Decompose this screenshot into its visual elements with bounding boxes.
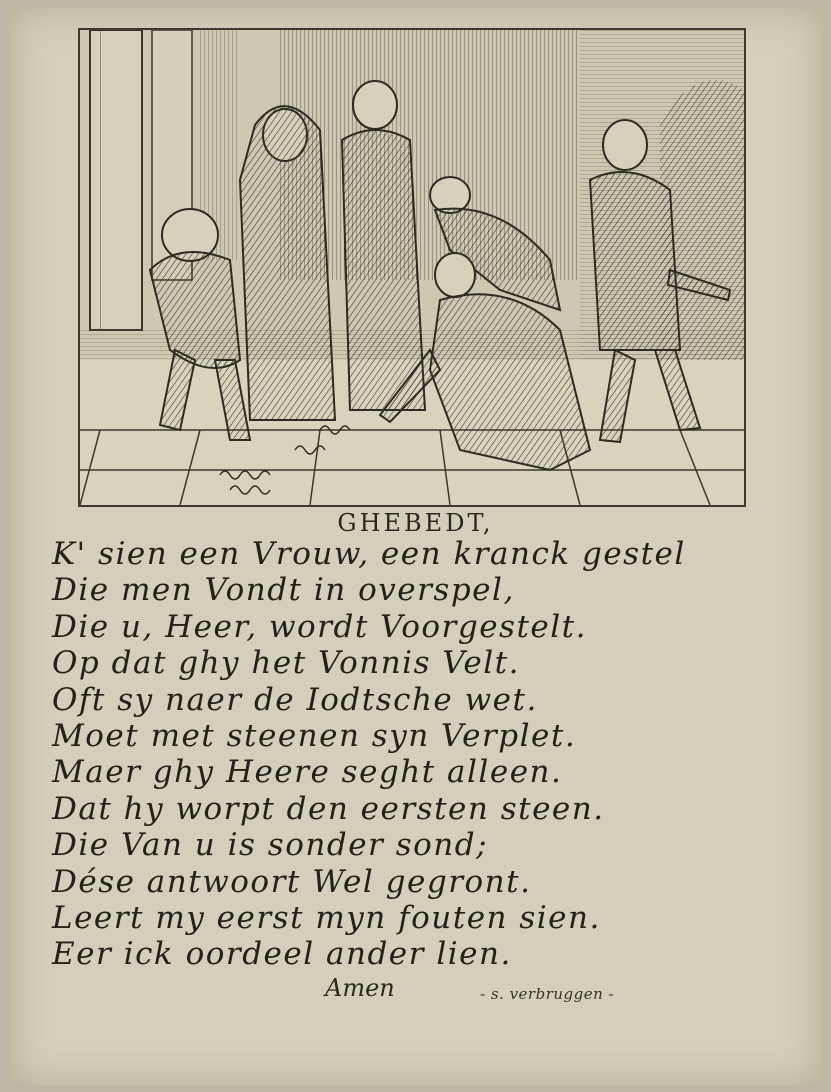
poem-line: Leert my eerst myn fouten sien. bbox=[52, 900, 601, 937]
poem-line: Maer ghy Heere seght alleen. bbox=[52, 754, 563, 791]
poem-line: Dat hy worpt den eersten steen. bbox=[52, 790, 605, 827]
poem-line: Eer ick oordeel ander lien. bbox=[52, 936, 512, 973]
poem-body bbox=[52, 536, 782, 973]
poem-line: K' sien een Vrouw, een kranck gestel bbox=[52, 536, 686, 572]
poem-line: Moet met steenen syn Verplet. bbox=[52, 718, 577, 755]
poem-title: GHEBEDT, bbox=[337, 509, 494, 537]
engraving-illustration bbox=[78, 28, 746, 507]
poem-line: Dése antwoort Wel gegront. bbox=[52, 863, 532, 900]
poem-line: Die u, Heer, wordt Voorgestelt. bbox=[52, 608, 587, 645]
poem-line: Oft sy naer de Iodtsche wet. bbox=[52, 681, 538, 718]
poem-line: Op dat ghy het Vonnis Velt. bbox=[52, 645, 520, 682]
engraver-signature: - s. verbruggen - bbox=[480, 985, 615, 1003]
poem-line: Die Van u is sonder sond; bbox=[52, 827, 489, 864]
closing-amen: Amen bbox=[325, 974, 395, 1002]
poem-line: Die men Vondt in overspel, bbox=[52, 572, 515, 609]
